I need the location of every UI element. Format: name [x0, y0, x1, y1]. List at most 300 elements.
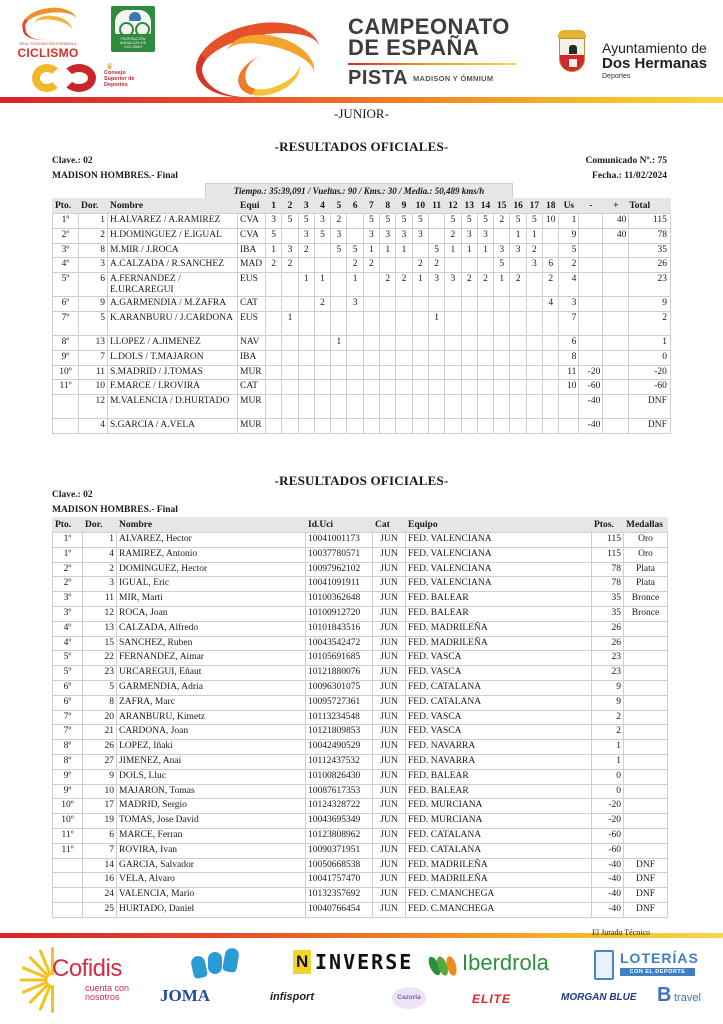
plus-points-cell: 40	[603, 214, 629, 229]
sprint-points-cell: 2	[412, 258, 428, 273]
sprint-points-cell	[543, 243, 559, 258]
event-title-line2: DE ESPAÑA	[348, 35, 480, 60]
sprint-points-cell	[510, 419, 526, 434]
sprint-points-cell	[380, 419, 396, 434]
category-cell: JUN	[373, 843, 406, 858]
table-row	[53, 888, 668, 903]
minus-points-cell: -40	[579, 395, 603, 419]
crown-icon: ♛	[106, 62, 114, 71]
sprint-points-cell	[347, 365, 363, 380]
sprint-points-cell: 1	[461, 243, 477, 258]
bib-cell: 8	[83, 695, 117, 710]
bib-cell: 16	[83, 873, 117, 888]
name-cell: F.MARCE / I.ROVIRA	[108, 380, 238, 395]
sprint-points-cell	[331, 297, 347, 312]
points-cell: -40	[592, 902, 624, 917]
minus-points-cell: -60	[579, 380, 603, 395]
team-cell: FED. CATALANA	[406, 843, 592, 858]
sprint-points-cell: 1	[298, 273, 314, 297]
team-cell: FED. VASCA	[406, 710, 592, 725]
sprint-points-cell	[461, 365, 477, 380]
sprint-points-cell	[445, 350, 461, 365]
medal-cell: Oro	[624, 547, 668, 562]
plus-points-cell	[603, 395, 629, 419]
sprint-points-cell: 5	[347, 243, 363, 258]
sprint-points-cell	[266, 419, 282, 434]
category-cell: JUN	[373, 858, 406, 873]
bib-cell: 11	[83, 592, 117, 607]
points-cell: 78	[592, 562, 624, 577]
sprint-points-cell	[461, 297, 477, 312]
table-row	[53, 350, 671, 365]
event-title	[348, 16, 510, 58]
sprint-points-cell	[396, 311, 412, 335]
last-sprint-cell: 11	[559, 365, 579, 380]
column-header: 8	[380, 199, 396, 214]
sprint-points-cell	[428, 395, 444, 419]
sprint-points-cell: 2	[543, 273, 559, 297]
sprint-points-cell	[412, 311, 428, 335]
category-cell: JUN	[373, 651, 406, 666]
last-sprint-cell: 1	[559, 214, 579, 229]
last-sprint-cell: 3	[559, 297, 579, 312]
sprint-points-cell: 2	[298, 243, 314, 258]
sprint-points-cell: 1	[477, 243, 493, 258]
ayuntamiento-line1: Ayuntamiento de	[602, 40, 707, 56]
sprint-points-cell	[314, 395, 330, 419]
results2-event: MADISON HOMBRES.- Final	[52, 505, 178, 515]
name-cell: M.VALENCIA / D.HURTADO	[108, 395, 238, 419]
medal-cell: Bronce	[624, 606, 668, 621]
sprint-points-cell	[347, 395, 363, 419]
sprint-points-cell: 2	[282, 258, 298, 273]
column-header: 3	[298, 199, 314, 214]
sprint-points-cell	[331, 273, 347, 297]
sprint-points-cell: 5	[461, 214, 477, 229]
table-row	[53, 365, 671, 380]
sprint-points-cell: 2	[347, 258, 363, 273]
points-cell: 115	[592, 533, 624, 548]
sprint-points-cell	[282, 395, 298, 419]
column-header: Pto.	[53, 518, 83, 533]
results2-title: -RESULTADOS OFICIALES-	[274, 473, 449, 488]
sprint-points-cell	[396, 350, 412, 365]
sprint-points-cell	[428, 214, 444, 229]
category-cell: JUN	[373, 769, 406, 784]
name-cell: H.ALVAREZ / A.RAMIREZ	[108, 214, 238, 229]
bib-cell: 23	[83, 666, 117, 681]
medal-cell: DNF	[624, 902, 668, 917]
position-cell: 10º	[53, 814, 83, 829]
sun-ray	[20, 979, 48, 982]
column-header: 5	[331, 199, 347, 214]
position-cell: 5º	[53, 651, 83, 666]
plus-points-cell: 40	[603, 228, 629, 243]
bib-cell: 7	[79, 350, 108, 365]
points-cell: 35	[592, 592, 624, 607]
sprint-points-cell: 2	[428, 258, 444, 273]
team-cell: FED. VALENCIANA	[406, 562, 592, 577]
medal-cell	[624, 784, 668, 799]
sprint-points-cell: 5	[380, 214, 396, 229]
sprint-points-cell: 3	[428, 273, 444, 297]
category-cell: JUN	[373, 695, 406, 710]
last-sprint-cell: 9	[559, 228, 579, 243]
sprint-points-cell	[428, 419, 444, 434]
shield-figure	[569, 45, 577, 54]
name-cell: L.DOLS / T.MAJARON	[108, 350, 238, 365]
name-cell: TOMAS, Jose David	[117, 814, 306, 829]
name-cell: A.FERNANDEZ / E.URCAREGUI	[108, 273, 238, 297]
column-header: 6	[347, 199, 363, 214]
last-sprint-cell: 4	[559, 273, 579, 297]
column-header: -	[579, 199, 603, 214]
bib-cell: 4	[83, 547, 117, 562]
sprint-points-cell	[510, 297, 526, 312]
sprint-points-cell	[347, 419, 363, 434]
sprint-points-cell	[477, 350, 493, 365]
joma-logo: JOMA	[160, 986, 211, 1005]
bib-cell: 6	[83, 828, 117, 843]
sprint-points-cell	[494, 365, 510, 380]
minus-points-cell: -20	[579, 365, 603, 380]
uci-id-cell: 10123808962	[306, 828, 373, 843]
position-cell: 5º	[53, 666, 83, 681]
medal-cell: DNF	[624, 858, 668, 873]
medal-cell: Oro	[624, 533, 668, 548]
sprint-points-cell	[331, 365, 347, 380]
sprint-points-cell	[266, 335, 282, 350]
sprint-points-cell: 3	[331, 228, 347, 243]
sprint-points-cell	[510, 350, 526, 365]
bib-cell: 14	[83, 858, 117, 873]
csd-s-shape-icon	[62, 64, 96, 92]
sprint-points-cell	[314, 419, 330, 434]
sprint-points-cell	[266, 395, 282, 419]
uci-id-cell: 10100826430	[306, 769, 373, 784]
sprint-points-cell	[510, 365, 526, 380]
bib-cell: 20	[83, 710, 117, 725]
uci-id-cell: 10037780571	[306, 547, 373, 562]
sprint-points-cell	[396, 258, 412, 273]
category-cell: JUN	[373, 606, 406, 621]
bib-cell: 5	[83, 680, 117, 695]
sprint-points-cell	[494, 297, 510, 312]
sprint-points-cell	[396, 395, 412, 419]
shield-tower	[569, 59, 577, 67]
bib-cell: 2	[83, 562, 117, 577]
sprint-points-cell	[380, 335, 396, 350]
sprint-points-cell: 5	[266, 228, 282, 243]
position-cell: 2º	[53, 228, 79, 243]
medal-cell	[624, 843, 668, 858]
medal-cell	[624, 754, 668, 769]
bib-cell: 12	[83, 606, 117, 621]
points-cell: -20	[592, 799, 624, 814]
position-cell: 1º	[53, 547, 83, 562]
sprint-points-cell	[461, 419, 477, 434]
sprint-points-cell	[282, 419, 298, 434]
table-row	[53, 680, 668, 695]
name-cell: CALZADA, Alfredo	[117, 621, 306, 636]
sprint-points-cell	[543, 380, 559, 395]
sprint-points-cell	[428, 228, 444, 243]
name-cell: MAJARON, Tomas	[117, 784, 306, 799]
shield-body	[559, 38, 585, 72]
bib-cell: 1	[79, 214, 108, 229]
column-header: Pto.	[53, 199, 79, 214]
sprint-points-cell	[314, 350, 330, 365]
sprint-points-cell: 2	[314, 297, 330, 312]
position-cell: 7º	[53, 725, 83, 740]
name-cell: SANCHEZ, Ruben	[117, 636, 306, 651]
team-cell: MAD	[238, 258, 266, 273]
medal-cell	[624, 636, 668, 651]
column-header: 10	[412, 199, 428, 214]
sprint-points-cell	[331, 258, 347, 273]
category-title: -JUNIOR-	[334, 106, 389, 121]
header-gradient-divider	[0, 97, 723, 103]
points-cell: 0	[592, 769, 624, 784]
points-cell: -60	[592, 828, 624, 843]
uci-id-cell: 10113234548	[306, 710, 373, 725]
bib-cell: 3	[79, 258, 108, 273]
table-row	[53, 799, 668, 814]
sprint-points-cell	[396, 380, 412, 395]
total-cell: 26	[629, 258, 671, 273]
sprint-points-cell	[266, 365, 282, 380]
sprint-points-cell: 3	[445, 273, 461, 297]
points-cell: 1	[592, 754, 624, 769]
column-header: Dor.	[83, 518, 117, 533]
sprint-points-cell: 2	[494, 214, 510, 229]
last-sprint-cell: 10	[559, 380, 579, 395]
sprint-points-cell	[461, 380, 477, 395]
event-subtitle: MADISON Y ÓMNIUM	[413, 74, 494, 83]
sprint-points-cell	[298, 311, 314, 335]
total-cell: 115	[629, 214, 671, 229]
table-row	[53, 636, 668, 651]
medal-cell: DNF	[624, 873, 668, 888]
sprint-points-cell	[298, 395, 314, 419]
team-cell: FED. C.MANCHEGA	[406, 888, 592, 903]
sprint-points-cell	[412, 335, 428, 350]
medal-cell: Plata	[624, 577, 668, 592]
name-cell: VELA, Alvaro	[117, 873, 306, 888]
medal-cell	[624, 695, 668, 710]
results1-comunicado: Comunicado Nº.: 75	[585, 156, 667, 166]
sprint-points-cell	[266, 350, 282, 365]
sprint-points-cell	[363, 335, 379, 350]
column-header: 14	[477, 199, 493, 214]
name-cell: MADRID, Sergio	[117, 799, 306, 814]
sprint-points-cell	[543, 395, 559, 419]
sprint-points-cell	[347, 311, 363, 335]
category-cell: JUN	[373, 873, 406, 888]
bib-cell: 10	[79, 380, 108, 395]
column-header: 11	[428, 199, 444, 214]
sprint-points-cell	[510, 380, 526, 395]
last-sprint-cell: 7	[559, 311, 579, 335]
sprint-points-cell	[526, 297, 542, 312]
table-row	[53, 784, 668, 799]
category-cell: JUN	[373, 636, 406, 651]
position-cell: 9º	[53, 784, 83, 799]
name-cell: S.GARCIA / A.VELA	[108, 419, 238, 434]
sprint-points-cell	[396, 365, 412, 380]
team-cell: FED. NAVARRA	[406, 754, 592, 769]
sprint-points-cell	[298, 365, 314, 380]
wheel-icon	[135, 22, 150, 37]
name-cell: A.GARMENDIA / M.ZAFRA	[108, 297, 238, 312]
sprint-points-cell: 1	[445, 243, 461, 258]
name-cell: I.LOPEZ / A.JIMENEZ	[108, 335, 238, 350]
sprint-points-cell: 3	[298, 228, 314, 243]
sprint-points-cell: 3	[266, 214, 282, 229]
sprint-points-cell	[282, 380, 298, 395]
column-header: Equipo	[406, 518, 592, 533]
sprint-points-cell	[298, 380, 314, 395]
total-cell: -20	[629, 365, 671, 380]
rfec-small-text: REAL FEDERACIÓN ESPAÑOLA	[19, 42, 77, 46]
sprint-points-cell: 1	[494, 273, 510, 297]
team-cell: FED. MADRILEÑA	[406, 873, 592, 888]
sprint-points-cell	[461, 311, 477, 335]
minus-points-cell: -40	[579, 419, 603, 434]
table-row	[53, 335, 671, 350]
team-cell: FED. VALENCIANA	[406, 577, 592, 592]
movistar-m-icon	[192, 948, 240, 980]
position-cell: 8º	[53, 754, 83, 769]
position-cell: 1º	[53, 214, 79, 229]
loterias-icon	[594, 950, 614, 980]
sprint-points-cell: 5	[494, 258, 510, 273]
sprint-points-cell	[396, 297, 412, 312]
team-cell: FED. VALENCIANA	[406, 533, 592, 548]
team-cell: CAT	[238, 380, 266, 395]
sprint-points-cell: 5	[526, 214, 542, 229]
points-cell: -60	[592, 843, 624, 858]
fac-logo	[111, 6, 155, 52]
last-sprint-cell: 2	[559, 258, 579, 273]
column-header: Cat	[373, 518, 406, 533]
rfec-name: CICLISMO	[17, 46, 79, 60]
sprint-points-cell: 5	[314, 228, 330, 243]
category-cell: JUN	[373, 547, 406, 562]
uci-id-cell: 10112437532	[306, 754, 373, 769]
sprint-points-cell: 3	[282, 243, 298, 258]
sprint-points-cell: 10	[543, 214, 559, 229]
name-cell: CARDONA, Joan	[117, 725, 306, 740]
uci-id-cell: 10124328722	[306, 799, 373, 814]
sprint-points-cell	[282, 335, 298, 350]
category-cell: JUN	[373, 577, 406, 592]
morgan-blue-logo: MORGAN BLUE	[561, 992, 637, 1003]
bib-cell: 13	[83, 621, 117, 636]
elite-logo: ELITE	[472, 992, 512, 1006]
points-cell: 115	[592, 547, 624, 562]
name-cell: ROVIRA, Ivan	[117, 843, 306, 858]
position-cell: 6º	[53, 680, 83, 695]
iberdrola-logo: Iberdrola	[462, 950, 549, 975]
name-cell: MIR, Marti	[117, 592, 306, 607]
points-cell: -20	[592, 814, 624, 829]
bib-cell: 13	[79, 335, 108, 350]
category-cell: JUN	[373, 592, 406, 607]
sprint-points-cell	[461, 258, 477, 273]
sprint-points-cell	[510, 335, 526, 350]
sprint-points-cell: 3	[380, 228, 396, 243]
table-row	[53, 754, 668, 769]
bib-cell: 10	[83, 784, 117, 799]
bib-cell: 6	[79, 273, 108, 297]
bib-cell: 17	[83, 799, 117, 814]
bib-cell: 8	[79, 243, 108, 258]
sprint-points-cell: 1	[314, 273, 330, 297]
uci-id-cell: 10096301075	[306, 680, 373, 695]
team-cell: FED. VALENCIANA	[406, 547, 592, 562]
sprint-points-cell	[477, 335, 493, 350]
sprint-points-cell	[314, 311, 330, 335]
sprint-points-cell: 3	[347, 297, 363, 312]
table-row	[53, 562, 668, 577]
position-cell: 11º	[53, 843, 83, 858]
sprint-points-cell	[428, 365, 444, 380]
sprint-points-cell	[494, 228, 510, 243]
team-cell: IBA	[238, 243, 266, 258]
last-sprint-cell: 6	[559, 335, 579, 350]
column-header: Ptos.	[592, 518, 624, 533]
position-cell: 3º	[53, 243, 79, 258]
sun-ray	[51, 985, 54, 1013]
position-cell: 10º	[53, 365, 79, 380]
uci-id-cell: 10101843516	[306, 621, 373, 636]
uci-id-cell: 10100362648	[306, 592, 373, 607]
team-cell: FED. MADRILEÑA	[406, 636, 592, 651]
sprint-points-cell	[363, 395, 379, 419]
name-cell: LOPEZ, Iñaki	[117, 740, 306, 755]
sprint-points-cell	[380, 395, 396, 419]
medal-cell	[624, 651, 668, 666]
name-cell: S.MADRID / J.TOMAS	[108, 365, 238, 380]
sprint-points-cell: 3	[363, 228, 379, 243]
category-cell: JUN	[373, 828, 406, 843]
column-header: Id.Uci	[306, 518, 373, 533]
sprint-points-cell	[477, 380, 493, 395]
team-cell: CAT	[238, 297, 266, 312]
sprint-points-cell	[445, 419, 461, 434]
position-cell	[53, 902, 83, 917]
cofidis-logo: Cofidis	[52, 955, 122, 982]
sprint-points-cell: 3	[477, 228, 493, 243]
cofidis-tagline: cuenta con nosotros	[85, 983, 130, 1002]
uci-id-cell: 10105691685	[306, 651, 373, 666]
sprint-points-cell	[526, 311, 542, 335]
bib-cell: 7	[83, 843, 117, 858]
sprint-points-cell: 6	[543, 258, 559, 273]
bib-cell: 5	[79, 311, 108, 335]
sprint-points-cell	[347, 350, 363, 365]
name-cell: MARCE, Ferran	[117, 828, 306, 843]
team-cell: MUR	[238, 419, 266, 434]
riders-results-table	[52, 517, 668, 918]
fac-text: FEDERACIÓN ANDALUZA DE CICLISMO	[119, 37, 147, 50]
points-cell: 23	[592, 666, 624, 681]
bib-cell: 22	[83, 651, 117, 666]
cazorla-logo: Cazorla	[392, 987, 426, 1009]
bib-cell: 25	[83, 902, 117, 917]
sprint-points-cell: 5	[412, 214, 428, 229]
